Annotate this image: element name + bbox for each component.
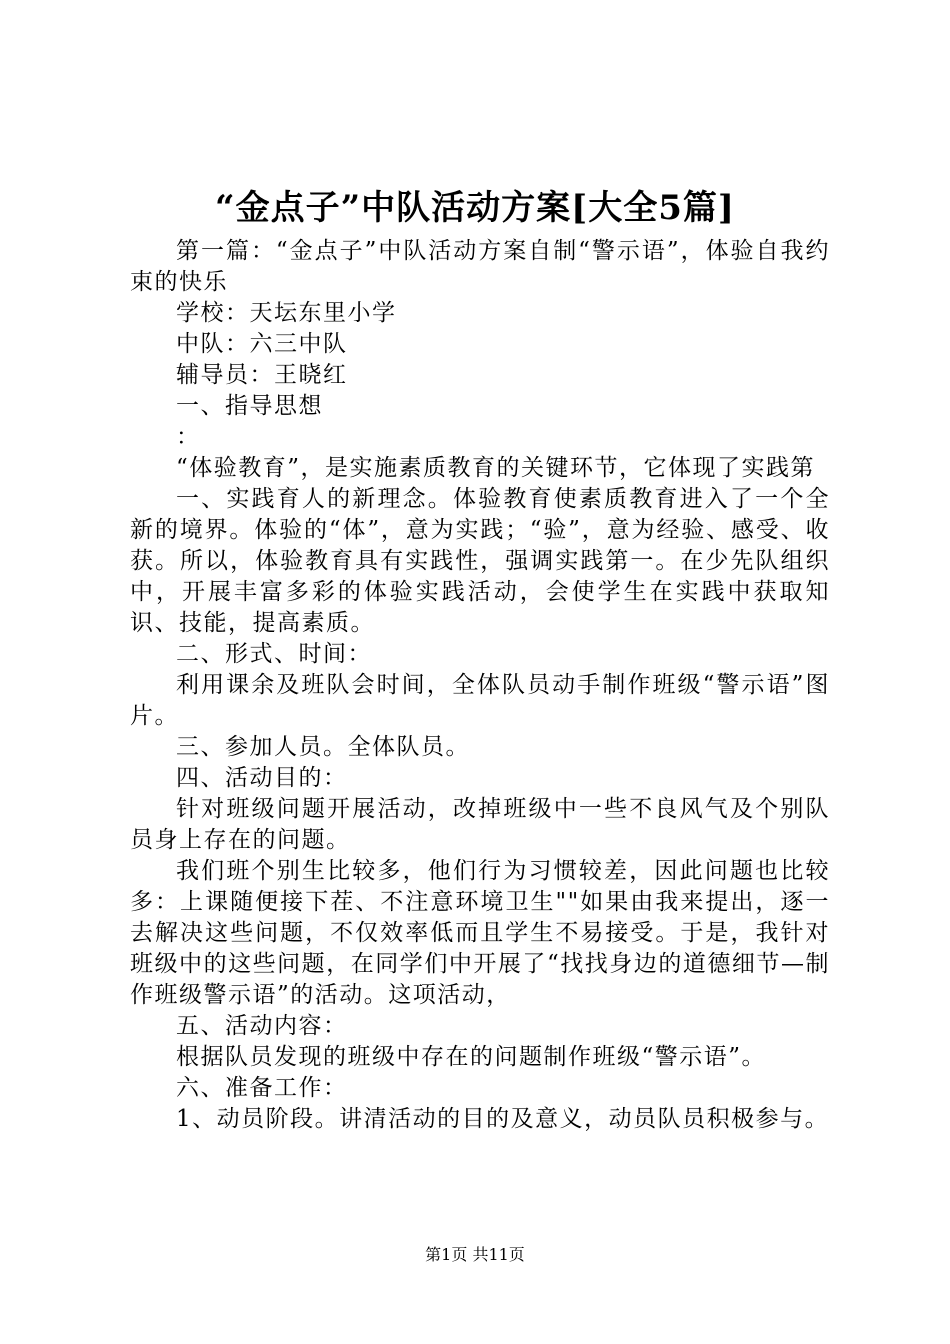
paragraph: 根据队员发现的班级中存在的问题制作班级“警示语”。 (176, 1044, 767, 1070)
paragraph: 一、实践育人的新理念。体验教育使素质教育进入了一个全新的境界。体验的“体”，意为实践；“验”，意为经验、感受、收获。所以，体验教育具有实践性，强调实践第一。在少先队组织中，开展丰富多彩的体验实践活动，会使学生在实践中获取知识、技能，提高素质。 (130, 486, 830, 636)
paragraph: 1、动员阶段。讲清活动的目的及意义，动员队员积极参与。 (176, 1106, 830, 1132)
section-heading: 四、活动目的： (176, 765, 348, 791)
paragraph: 学校：天坛东里小学 (176, 300, 397, 326)
paragraph: 第一篇：“金点子”中队活动方案自制“警示语”，体验自我约束的快乐 (130, 238, 830, 295)
page-footer: 第1页 共11页 (425, 1245, 525, 1264)
section-heading: 三、参加人员。全体队员。 (176, 734, 470, 760)
paragraph: ： (176, 424, 201, 450)
paragraph: “体验教育”，是实施素质教育的关键环节，它体现了实践第 (176, 455, 816, 481)
paragraph: 利用课余及班队会时间，全体队员动手制作班级“警示语”图片。 (130, 672, 830, 729)
section-heading: 五、活动内容： (176, 1013, 348, 1039)
document-body (130, 236, 830, 1135)
document-title: “金点子”中队活动方案[大全5篇] (215, 188, 735, 228)
section-heading: 二、形式、时间： (176, 641, 372, 667)
section-heading: 一、指导思想 (176, 393, 323, 419)
section-heading: 六、准备工作： (176, 1075, 348, 1101)
paragraph: 针对班级问题开展活动，改掉班级中一些不良风气及个别队员身上存在的问题。 (130, 796, 830, 853)
paragraph: 辅导员：王晓红 (176, 362, 348, 388)
paragraph: 我们班个别生比较多，他们行为习惯较差，因此问题也比较多：上课随便接下茬、不注意环境卫生""如果由我来提出，逐一去解决这些问题，不仅效率低而且学生不易接受。于是，我针对班级中的这些问题，在同学们中开展了“找找身边的道德细节—制作班级警示语”的活动。这项活动， (130, 858, 830, 1008)
paragraph: 中队：六三中队 (176, 331, 348, 357)
